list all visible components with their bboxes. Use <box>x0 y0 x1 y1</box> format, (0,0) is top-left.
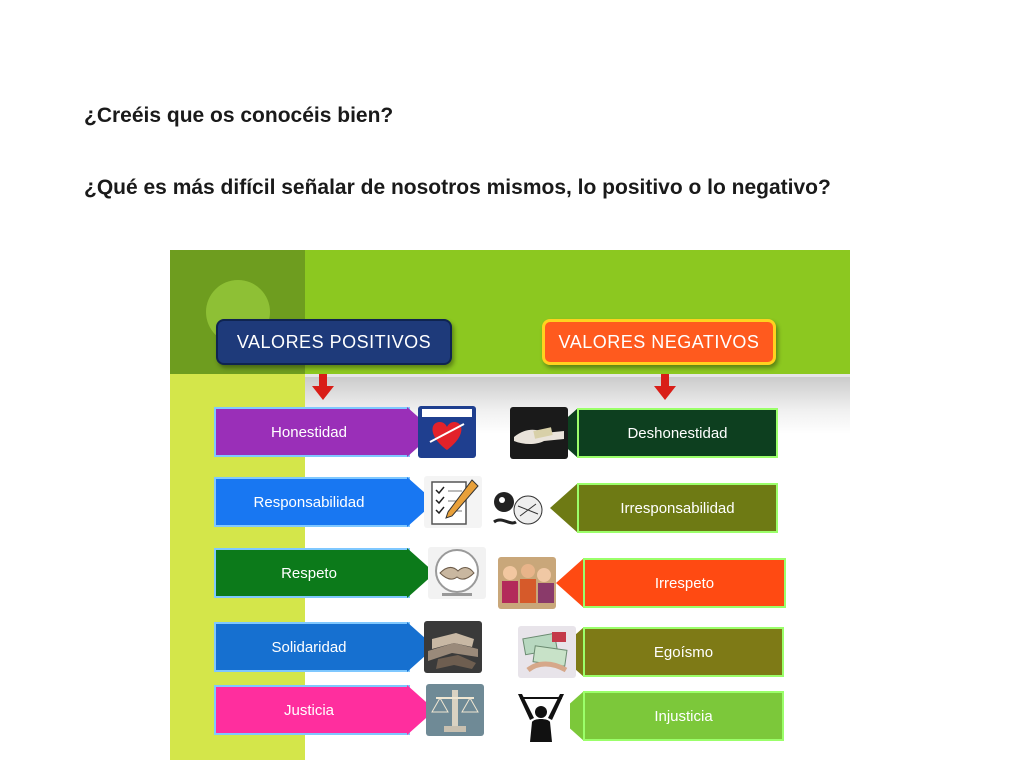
values-infographic <box>170 250 850 760</box>
positive-value-tag <box>214 548 442 598</box>
positive-value-tag <box>214 685 442 735</box>
positive-value-label: Responsabilidad <box>214 477 410 527</box>
negative-value-label: Irresponsabilidad <box>577 483 778 533</box>
positive-value-label: Respeto <box>214 548 410 598</box>
crowd-conflict-icon <box>498 557 556 609</box>
bribe-handshake-icon <box>510 407 568 459</box>
positive-value-tag <box>214 477 442 527</box>
negative-value-label: Irrespeto <box>583 558 786 608</box>
negative-value-tag <box>556 627 784 677</box>
divider-line <box>305 374 850 377</box>
cartoon-chaos-icon <box>488 482 546 534</box>
handshake-icon <box>428 547 486 599</box>
scales-of-justice-icon <box>426 684 484 736</box>
header-negative-values: VALORES NEGATIVOS <box>542 319 776 365</box>
positive-value-label: Honestidad <box>214 407 410 457</box>
money-hoarding-icon <box>518 626 576 678</box>
negative-value-label: Deshonestidad <box>577 408 778 458</box>
positive-value-tag <box>214 407 442 457</box>
negative-value-tag <box>550 408 778 458</box>
header-positive-values: VALORES POSITIVOS <box>216 319 452 365</box>
positive-value-label: Justicia <box>214 685 410 735</box>
positive-value-tag <box>214 622 442 672</box>
positive-value-label: Solidaridad <box>214 622 410 672</box>
arrow-tip-left-icon <box>550 483 578 533</box>
question-2: ¿Qué es más difícil señalar de nosotros mismos, lo positivo o lo negativo? <box>84 176 831 199</box>
down-arrow-icon <box>654 374 676 400</box>
negative-value-label: Injusticia <box>583 691 784 741</box>
down-arrow-icon <box>312 374 334 400</box>
stacked-hands-icon <box>424 621 482 673</box>
bound-hands-silhouette-icon <box>512 690 570 742</box>
negative-value-tag <box>550 483 778 533</box>
negative-value-label: Egoísmo <box>583 627 784 677</box>
negative-value-tag <box>556 558 786 608</box>
negative-value-tag <box>556 691 784 741</box>
honestidad-heart-icon <box>418 406 476 458</box>
checklist-pencil-icon <box>424 476 482 528</box>
arrow-tip-left-icon <box>556 558 584 608</box>
question-1: ¿Creéis que os conocéis bien? <box>84 104 394 127</box>
